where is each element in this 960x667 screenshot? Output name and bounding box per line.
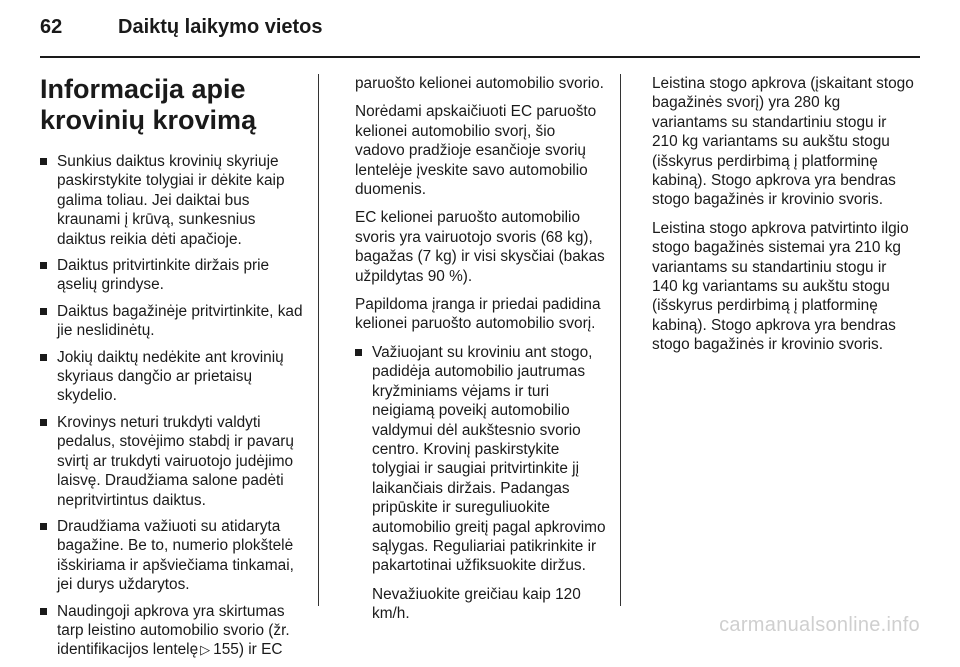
paragraph: Norėdami apskaičiuoti EC paruošto kelionei automobilio svorį, šio vadovo pradžioje esančioje svorių lentelėje įveskite savo automobilio duomenis. <box>355 103 597 199</box>
list-item-text: Nevažiuokite greičiau kaip 120 km/h. <box>372 585 581 623</box>
list-item <box>40 152 308 249</box>
list-item <box>355 343 607 624</box>
list-item <box>40 256 308 295</box>
column-2 <box>355 74 607 633</box>
list-item-text: Važiuojant su kroviniu ant stogo, padidėja automobilio jautrumas kryžminiams vėjams ir turi neigiamą poveikį automobilio valdymui dėl aukštesnio svorio centro. Krovinį paskirstykite tolygiai ir saugiai pritvirtinkite jį laikančiais diržais. Padangas pripūskite ir sureguliuokite automobilio greitį pagal apkrovimo sąlygas. Reguliariai patikrinkite ir pakartotinai užfiksuokite diržus. <box>372 343 606 575</box>
bullet-square-icon <box>40 523 47 530</box>
list-item <box>40 348 308 406</box>
list-item-text: Naudingoji apkrova yra skirtumas tarp leistino automobilio svorio (žr. identifikacijos lentelę <box>57 602 290 659</box>
page-reference-text: 155) ir EC <box>213 641 283 659</box>
bullet-square-icon <box>40 608 47 615</box>
watermark: carmanualsonline.info <box>719 614 920 636</box>
list-item <box>40 413 308 510</box>
bullet-square-icon <box>40 262 47 269</box>
column-3 <box>652 74 914 364</box>
heading-line-2: krovinių krovimą <box>40 105 257 135</box>
bullet-square-icon <box>40 308 47 315</box>
list-item <box>40 517 308 595</box>
list-item-text: Daiktus bagažinėje pritvirtinkite, kad jie neslidinėtų. <box>57 302 303 340</box>
list-item-text: Krovinys neturi trukdyti valdyti pedalus, stovėjimo stabdį ir pavarų svirtį ar trukdyti vairuotojo judėjimo laisvę. Draudžiama salone padėti nepritvirtintus daiktus. <box>57 413 294 509</box>
bullet-square-icon <box>355 349 362 356</box>
paragraph: Leistina stogo apkrova patvirtinto ilgio stogo bagažinės sistemai yra 210 kg variantams su standartiniu stogu ir 140 kg variantams su aukštu stogu (išskyrus perdirbimą į platforminę kabiną). Stogo apkrova yra bendras stogo bagažinės ir krovinio svoris. <box>652 219 909 354</box>
bullet-square-icon <box>40 158 47 165</box>
list-item-text: Sunkius daiktus krovinių skyriuje paskirstykite tolygiai ir dėkite kaip galima toliau. Jei daiktai bus kraunami į krūvą, sunkesnius daiktus reikia dėti apačioje. <box>57 153 285 248</box>
section-heading <box>40 74 308 136</box>
list-item-text: Draudžiama važiuoti su atidaryta bagažine. Be to, numerio plokštelė išskiriama ir apšviečiama tinkamai, jei durys uždarytos. <box>57 517 294 594</box>
column-1 <box>40 74 308 667</box>
list-item <box>40 302 308 341</box>
bullet-square-icon <box>40 419 47 426</box>
bullet-square-icon <box>40 354 47 361</box>
heading-line-1: Informacija apie <box>40 74 246 104</box>
list-item <box>40 602 308 660</box>
header-rule <box>40 56 920 58</box>
list-item-text: Jokių daiktų nedėkite ant krovinių skyriaus dangčio ar prietaisų skydelio. <box>57 348 284 405</box>
paragraph: EC kelionei paruošto automobilio svoris yra vairuotojo svoris (68 kg), bagažas (7 kg) ir visi skysčiai (bakas užpildytas 90 %). <box>355 209 605 285</box>
list-item-text: Daiktus pritvirtinkite diržais prie ąselių grindyse. <box>57 257 270 294</box>
column-divider <box>620 74 621 606</box>
page-number: 62 <box>40 16 63 38</box>
roof-load-list <box>355 343 607 624</box>
page-header <box>40 16 323 39</box>
paragraph: Papildoma įranga ir priedai padidina kelionei paruošto automobilio svorį. <box>355 296 601 333</box>
section-title: Daiktų laikymo vietos <box>118 16 323 38</box>
column-divider <box>318 74 319 606</box>
page-reference-arrow-icon[interactable]: ▷ <box>200 642 211 658</box>
paragraph: Leistina stogo apkrova (įskaitant stogo bagažinės svorį) yra 280 kg variantams su standartiniu stogu ir 210 kg variantams su aukštu stogu (išskyrus perdirbimą į platforminę kabiną). Stogo apkrova yra bendras stogo bagažinės ir krovinio svoris. <box>652 75 914 209</box>
loading-tips-list <box>40 152 308 660</box>
paragraph: paruošto kelionei automobilio svorio. <box>355 75 604 92</box>
